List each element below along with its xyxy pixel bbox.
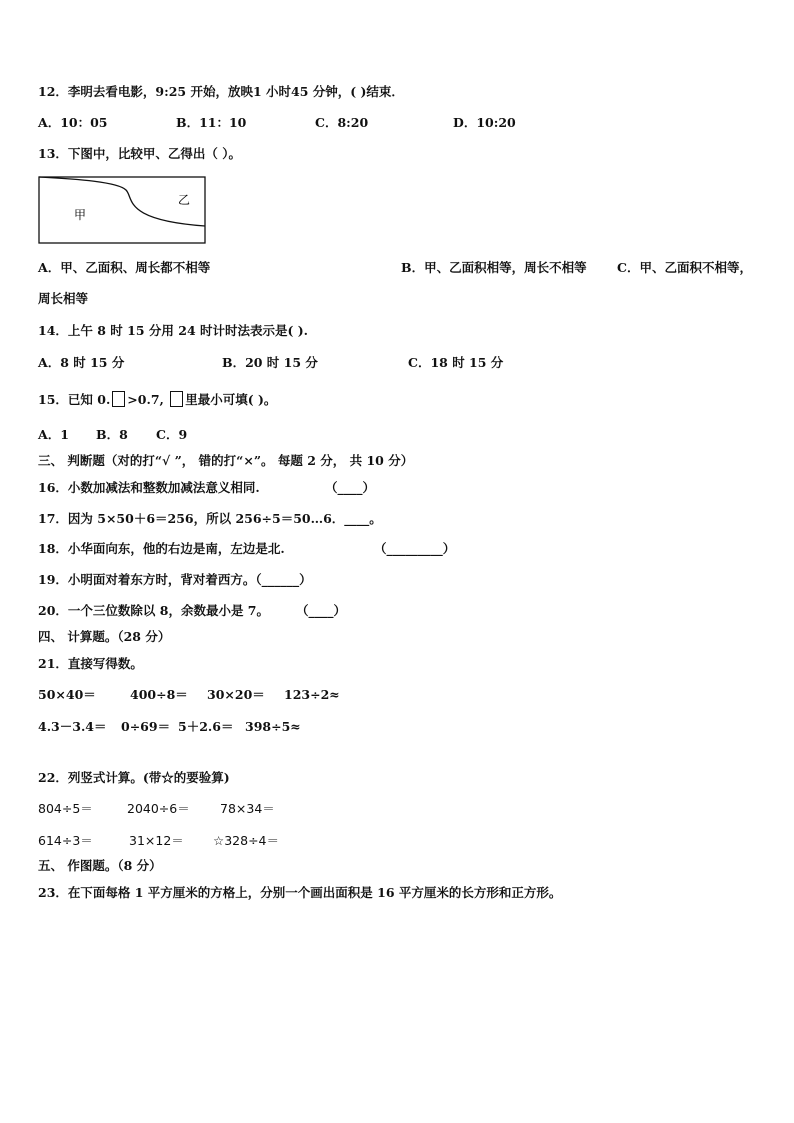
q21-stem: 21．直接写得数。 (38, 656, 143, 671)
q20-text: 20．一个三位数除以 8，余数最小是 7。 (38, 603, 269, 618)
q15-stem (38, 391, 276, 408)
q21-item: 398÷5≈ (245, 719, 301, 734)
section4-title: 四、 计算题。（28 分） (38, 629, 171, 644)
q13-stem: 13．下图中，比较甲、乙得出（ ）。 (38, 146, 241, 161)
q12-option-b: B．11：10 (176, 115, 247, 130)
q15-answer-box (112, 391, 125, 407)
q21-item: 123÷2≈ (284, 687, 340, 702)
q23-text: 23．在下面每格 1 平方厘米的方格上，分别一个画出面积是 16 平方厘米的长方形和正方形。 (38, 885, 562, 900)
q14-option-b: B．20 时 15 分 (222, 355, 318, 370)
q22-item: 31×12＝ (129, 833, 184, 848)
q21-item: 5＋2.6＝ (178, 719, 234, 734)
q12-stem: 12．李明去看电影，9:25 开始，放映1 小时45 分钟，( )结束． (38, 84, 404, 99)
q14-stem: 14．上午 8 时 15 分用 24 时计时法表示是( ). (38, 323, 309, 338)
q21-item: 50×40＝ (38, 687, 96, 702)
q19-text: 19．小明面对着东方时，背对着西方。（______） (38, 572, 312, 587)
q14-option-a: A．8 时 15 分 (38, 355, 125, 370)
q21-item: 400÷8＝ (130, 687, 188, 702)
q16-text: 16．小数加减法和整数加减法意义相同. (38, 480, 260, 495)
q21-item: 4.3－3.4＝ (38, 719, 107, 734)
q12-option-a: A．10：05 (38, 115, 108, 130)
section3-title: 三、 判断题（对的打“√ ”， 错的打“×”。 每题 2 分， 共 10 分） (38, 453, 414, 468)
q22-item: 78×34＝ (220, 801, 275, 816)
q16-blank: （____） (325, 480, 376, 495)
q15-answer-box-ref (170, 391, 183, 407)
q17-text: 17．因为 5×50＋6＝256，所以 256÷5＝50…6．____。 (38, 511, 382, 526)
q18-blank: （_________） (374, 541, 456, 556)
q15-option-c: C．9 (156, 427, 188, 442)
q13-figure (38, 176, 208, 246)
q15-stem-part2: >0.7, (127, 392, 164, 407)
figure-label-yi: 乙 (178, 193, 191, 207)
q15-option-a: A．1 (38, 427, 69, 442)
q15-stem-part1: 15．已知 0. (38, 392, 111, 407)
figure-label-jia: 甲 (74, 208, 87, 222)
q12-option-d: D．10:20 (453, 115, 516, 130)
q22-item: 2040÷6＝ (127, 801, 190, 816)
q20-blank: （____） (296, 603, 347, 618)
section5-title: 五、 作图题。（8 分） (38, 858, 162, 873)
q21-item: 30×20＝ (207, 687, 265, 702)
q22-item: 614÷3＝ (38, 833, 93, 848)
q13-option-c-cont: 周长相等 (38, 291, 89, 306)
q22-item: ☆328÷4＝ (213, 833, 279, 848)
q22-item: 804÷5＝ (38, 801, 93, 816)
q15-stem-part3: 里最小可填( )。 (185, 392, 277, 407)
q13-option-c: C．甲、乙面积不相等， (617, 260, 752, 275)
q21-item: 0÷69＝ (121, 719, 171, 734)
q18-text: 18．小华面向东，他的右边是南，左边是北. (38, 541, 285, 556)
q13-option-a: A．甲、乙面积、周长都不相等 (38, 260, 211, 275)
q15-option-b: B．8 (96, 427, 128, 442)
q13-option-b: B．甲、乙面积相等，周长不相等 (401, 260, 587, 275)
q22-stem: 22．列竖式计算。(带☆的要验算) (38, 770, 230, 785)
q14-option-c: C．18 时 15 分 (408, 355, 504, 370)
q12-option-c: C．8:20 (315, 115, 369, 130)
